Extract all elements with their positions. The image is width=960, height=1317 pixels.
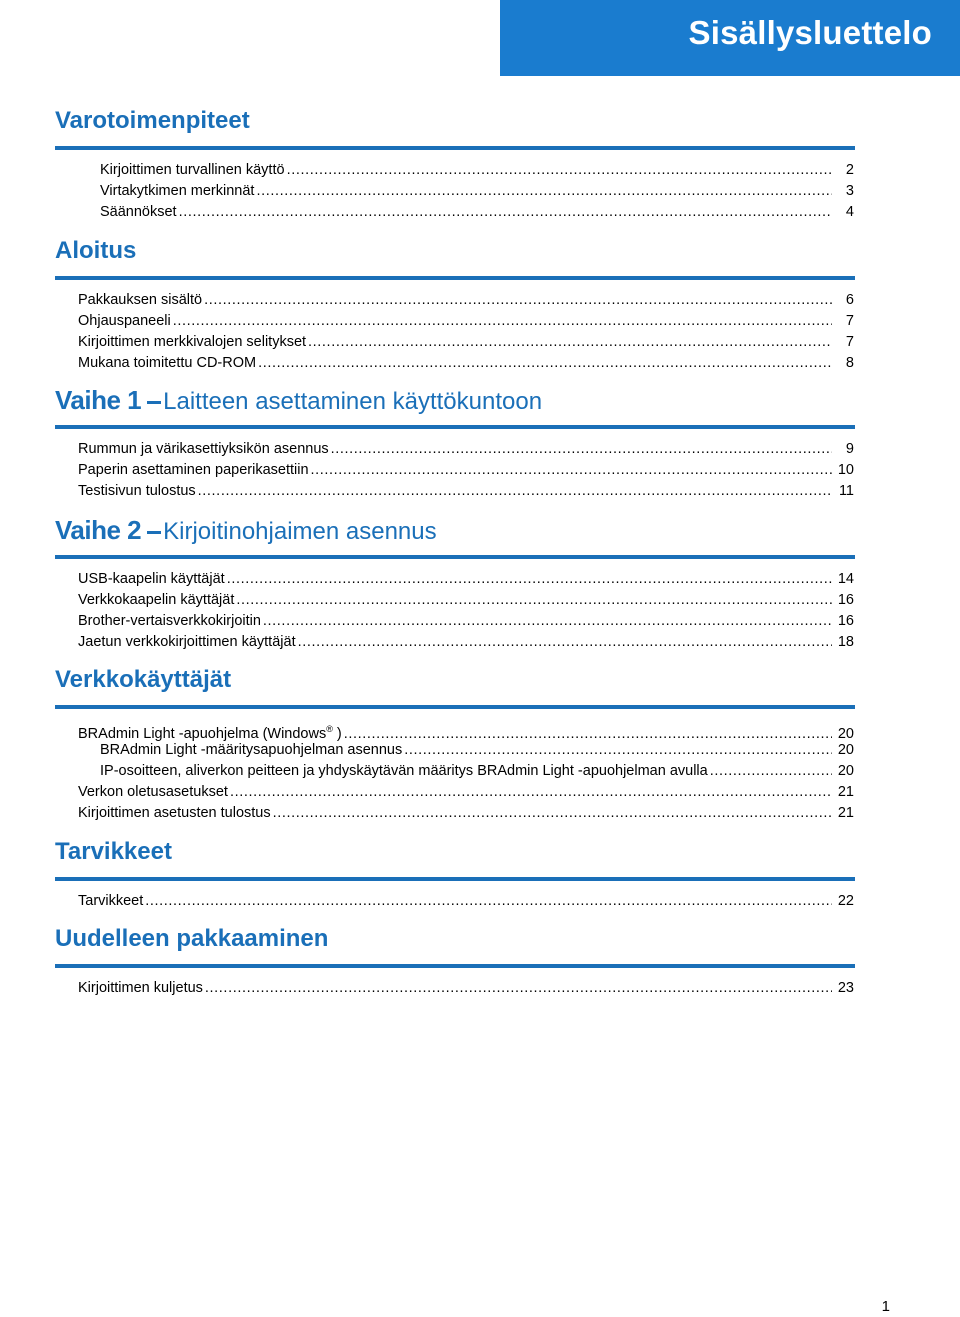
toc-entry[interactable] bbox=[78, 311, 854, 332]
leader-dots bbox=[145, 891, 832, 912]
toc-entry[interactable] bbox=[78, 590, 854, 611]
toc-entry-page: 2 bbox=[845, 162, 854, 178]
section-aloitus bbox=[55, 236, 855, 374]
toc-entry-page: 6 bbox=[845, 292, 854, 308]
toc-entry-page: 20 bbox=[837, 742, 854, 758]
section-vaihe-2 bbox=[55, 515, 855, 653]
section-uudelleen-pakkaaminen bbox=[55, 924, 855, 999]
toc-entry-page: 21 bbox=[837, 784, 854, 800]
toc-entry-page: 7 bbox=[845, 334, 854, 350]
toc-entry-page: 11 bbox=[838, 483, 854, 499]
toc-entry-label: Ohjauspaneeli bbox=[78, 313, 171, 329]
section-tarvikkeet bbox=[55, 837, 855, 912]
leader-dots bbox=[204, 290, 832, 311]
leader-dots bbox=[287, 160, 832, 181]
toc-entry-label: Mukana toimitettu CD-ROM bbox=[78, 355, 257, 371]
toc-entry-label: Testisivun tulostus bbox=[78, 483, 196, 499]
toc-entry[interactable] bbox=[100, 160, 854, 181]
toc-entry-label: Säännökset bbox=[100, 204, 177, 220]
toc-entry-page: 14 bbox=[837, 571, 854, 587]
toc-entry-label: Pakkauksen sisältö bbox=[78, 292, 203, 308]
toc-entry-label: Kirjoittimen merkkivalojen selitykset bbox=[78, 334, 307, 350]
toc-entry-page: 18 bbox=[837, 634, 854, 650]
toc-entry-label: BRAdmin Light -määritysapuohjelman asennus bbox=[100, 742, 403, 758]
leader-dots bbox=[273, 803, 832, 824]
toc-entry-page: 23 bbox=[837, 980, 854, 996]
leader-dots bbox=[263, 611, 832, 632]
toc-entry-page: 7 bbox=[845, 313, 854, 329]
leader-dots bbox=[236, 590, 832, 611]
toc-entry-label: Jaetun verkkokirjoittimen käyttäjät bbox=[78, 634, 296, 650]
leader-dots bbox=[227, 569, 832, 590]
leader-dots bbox=[230, 782, 832, 803]
section-title bbox=[55, 515, 855, 545]
toc-entry[interactable] bbox=[78, 719, 854, 740]
toc-entry-label: Kirjoittimen asetusten tulostus bbox=[78, 805, 271, 821]
leader-dots bbox=[198, 481, 832, 502]
toc-entry[interactable] bbox=[78, 978, 854, 999]
toc-entry[interactable] bbox=[78, 332, 854, 353]
toc-entry-page: 4 bbox=[845, 204, 854, 220]
section-divider bbox=[55, 705, 855, 709]
toc-entry-page: 16 bbox=[837, 613, 854, 629]
section-divider bbox=[55, 276, 855, 280]
page-title: Sisällysluettelo bbox=[688, 14, 932, 51]
section-varotoimenpiteet bbox=[55, 106, 855, 223]
toc-entry[interactable] bbox=[78, 290, 854, 311]
toc-entry-label: Tarvikkeet bbox=[78, 893, 144, 909]
toc-entry-page: 10 bbox=[837, 462, 854, 478]
leader-dots bbox=[256, 181, 832, 202]
section-title: Aloitus bbox=[55, 237, 137, 264]
section-verkkokayttajat bbox=[55, 665, 855, 824]
section-title: Verkkokäyttäjät bbox=[55, 666, 232, 693]
toc-entry-label: USB-kaapelin käyttäjät bbox=[78, 571, 225, 587]
step-label: Vaihe 2 bbox=[55, 515, 142, 545]
section-divider bbox=[55, 425, 855, 429]
toc-entry-page: 21 bbox=[837, 805, 854, 821]
toc-entry-label: Kirjoittimen turvallinen käyttö bbox=[100, 162, 285, 178]
leader-dots bbox=[710, 761, 832, 782]
section-title: Varotoimenpiteet bbox=[55, 107, 250, 134]
toc-entry[interactable] bbox=[78, 803, 854, 824]
step-dash bbox=[147, 531, 161, 534]
toc-entry-page: 20 bbox=[837, 763, 854, 779]
leader-dots bbox=[179, 202, 832, 223]
section-divider bbox=[55, 877, 855, 881]
toc-entry[interactable] bbox=[100, 202, 854, 223]
toc-entry[interactable] bbox=[78, 891, 854, 912]
toc-entry-label: Verkkokaapelin käyttäjät bbox=[78, 592, 235, 608]
leader-dots bbox=[404, 740, 832, 761]
toc-entry[interactable] bbox=[78, 611, 854, 632]
page-number: 1 bbox=[881, 1298, 890, 1315]
toc-entry-label: Virtakytkimen merkinnät bbox=[100, 183, 255, 199]
leader-dots bbox=[298, 632, 832, 653]
toc-entry-label-text: BRAdmin Light -apuohjelma (Windows bbox=[78, 725, 327, 742]
section-title: Tarvikkeet bbox=[55, 838, 172, 865]
section-vaihe-1 bbox=[55, 385, 855, 502]
toc-entry-page: 20 bbox=[837, 725, 854, 742]
toc-entry[interactable] bbox=[78, 353, 854, 374]
toc-entry[interactable] bbox=[78, 632, 854, 653]
leader-dots bbox=[308, 332, 832, 353]
section-divider bbox=[55, 146, 855, 150]
toc-entry-page: 22 bbox=[837, 893, 854, 909]
section-divider bbox=[55, 964, 855, 968]
toc-entry[interactable] bbox=[78, 569, 854, 590]
step-label: Vaihe 1 bbox=[55, 385, 142, 415]
toc-entry[interactable] bbox=[100, 761, 854, 782]
toc-entry[interactable] bbox=[78, 782, 854, 803]
section-title bbox=[55, 385, 855, 415]
registered-mark: ® bbox=[326, 724, 333, 734]
leader-dots bbox=[311, 460, 832, 481]
section-title: Uudelleen pakkaaminen bbox=[55, 925, 329, 952]
step-title: Laitteen asettaminen käyttökuntoon bbox=[163, 388, 543, 415]
toc-entry[interactable] bbox=[78, 481, 854, 502]
toc-entry-page: 8 bbox=[845, 355, 854, 371]
toc-entry-label: Kirjoittimen kuljetus bbox=[78, 980, 203, 996]
title-banner bbox=[500, 0, 960, 76]
toc-entry[interactable] bbox=[100, 181, 854, 202]
section-divider bbox=[55, 555, 855, 559]
leader-dots bbox=[205, 978, 832, 999]
toc-entry-label: Rummun ja värikasettiyksikön asennus bbox=[78, 441, 329, 457]
toc-entry-label-suffix: ) bbox=[332, 725, 342, 742]
toc-entry-page: 3 bbox=[845, 183, 854, 199]
leader-dots bbox=[173, 311, 832, 332]
toc-entry-page: 9 bbox=[845, 441, 854, 457]
step-title: Kirjoitinohjaimen asennus bbox=[163, 518, 437, 545]
toc-entry[interactable] bbox=[100, 740, 854, 761]
toc-entry[interactable] bbox=[78, 460, 854, 481]
step-dash bbox=[147, 401, 161, 404]
toc-entry-label: IP-osoitteen, aliverkon peitteen ja yhdyskäytävän määritys BRAdmin Light -apuohjelman avulla bbox=[100, 763, 708, 779]
leader-dots bbox=[331, 439, 832, 460]
toc-entry-label: Verkon oletusasetukset bbox=[78, 784, 228, 800]
toc-entry[interactable] bbox=[78, 439, 854, 460]
toc-entry-page: 16 bbox=[837, 592, 854, 608]
leader-dots bbox=[258, 353, 832, 374]
toc-entry-label: Brother-vertaisverkkokirjoitin bbox=[78, 613, 261, 629]
toc-entry-label: Paperin asettaminen paperikasettiin bbox=[78, 462, 309, 478]
